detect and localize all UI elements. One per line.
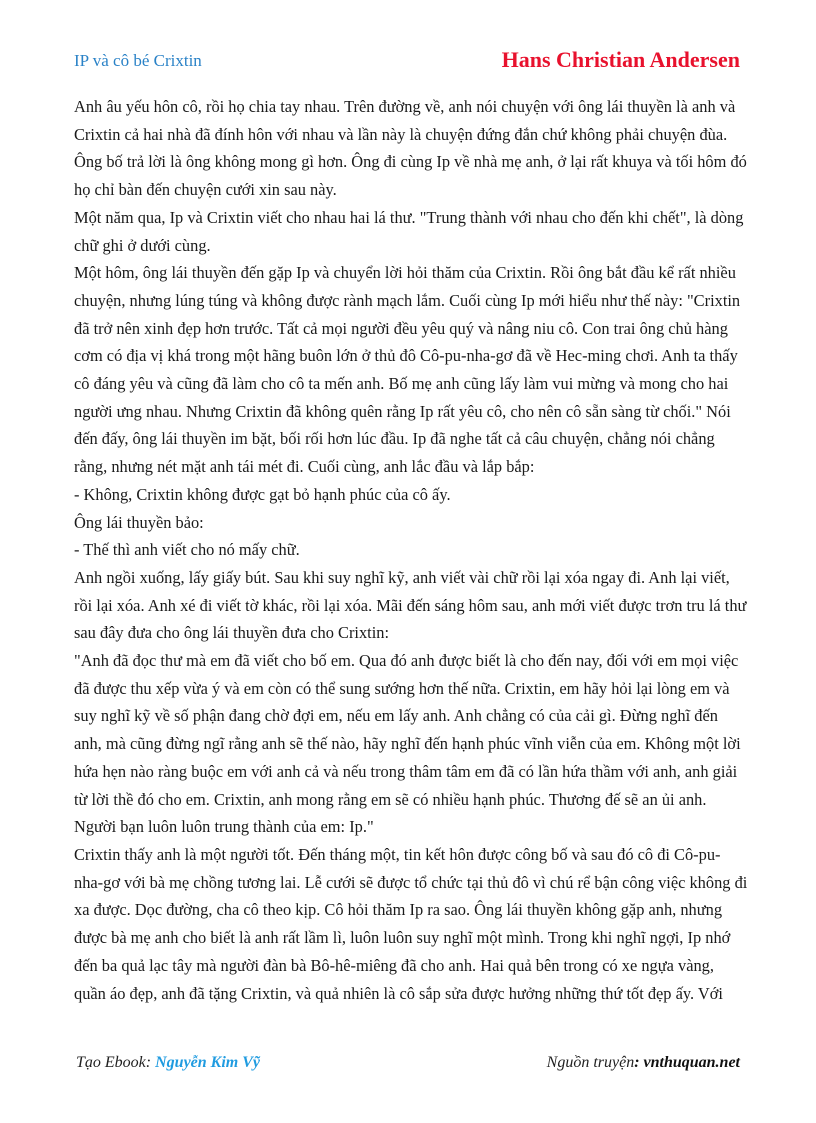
paragraph: Crixtin thấy anh là một người tốt. Đến tháng một, tin kết hôn được công bố và sau đó cô đi Cô-pu-nha-gơ với bà mẹ chồng tương lai. Lễ cưới sẽ được tổ chức tại thủ đô vì chú rể bận công việc không đi xa được. Dọc đường, cha cô theo kịp. Cô hỏi thăm Ip ra sao. Ông lái thuyền không gặp anh, nhưng được bà mẹ anh cho biết là anh rất lầm lì, luôn luôn suy nghĩ một mình. Trong khi nghĩ ngợi, Ip nhớ đến ba quả lạc tây mà người đàn bà Bô-hê-miêng đã cho anh. Hai quả bên trong có xe ngựa vàng, quần áo đẹp, anh đã tặng Crixtin, và quả nhiên là cô sắp sửa được hưởng những thứ tốt đẹp ấy. Với [74,844,748,1003]
paragraph: Anh ngồi xuống, lấy giấy bút. Sau khi suy nghĩ kỹ, anh viết vài chữ rồi lại xóa ngay đi. Anh lại viết, rồi lại xóa. Anh xé đi viết tờ khác, rồi lại xóa. Mãi đến sáng hôm sau, anh mới viết được trơn tru lá thư sau đây đưa cho ông lái thuyền đưa cho Crixtin: [74,567,747,643]
paragraph: Một năm qua, Ip và Crixtin viết cho nhau hai lá thư. "Trung thành với nhau cho đến khi chết", là dòng chữ ghi ở dưới cùng. [74,207,744,255]
source-credit-separator: : [634,1054,644,1071]
source-site: vnthuquan.net [643,1054,740,1071]
book-title: IP và cô bé Crixtin [74,51,202,70]
paragraph: Anh âu yếu hôn cô, rồi họ chia tay nhau. Trên đường về, anh nói chuyện với ông lái thuyền là anh và Crixtin cả hai nhà đã đính hôn với nhau và lần này là chuyện đứng đắn chứ không phải chuyện đùa. Ông bố trả lời là ông không mong gì hơn. Ông đi cùng Ip về nhà mẹ anh, ở lại rất khuya và tối hôm đó họ chỉ bàn đến chuyện cưới xin sau này. [74,97,747,200]
ebook-credit [76,1054,260,1072]
ebook-credit-label: Tạo Ebook [76,1054,146,1071]
source-credit-label: Nguồn truyện [546,1054,635,1071]
ebook-credit-separator: : [145,1054,156,1071]
paragraph: - Không, Crixtin không được gạt bỏ hạnh phúc của cô ấy. [74,484,451,504]
paragraph: - Thế thì anh viết cho nó mấy chữ. [74,540,300,560]
paragraph: "Anh đã đọc thư mà em đã viết cho bố em. Qua đó anh được biết là cho đến nay, đối với em mọi việc đã được thu xếp vừa ý và em còn có thể sung sướng hơn thế nữa. Crixtin, em hãy hỏi lại lòng em và suy nghĩ kỹ về số phận đang chờ đợi em, nếu em lấy anh. Anh chẳng có của cải gì. Đừng nghĩ đến anh, mà cũng đừng ngĩ rằng anh sẽ thế nào, hãy nghĩ đến hạnh phúc vĩnh viễn của em. Không một lời hứa hẹn nào ràng buộc em với anh cả và nếu trong thâm tâm em đã có lần hứa thầm với anh, anh giải từ lời thề đó cho em. Crixtin, anh mong rằng em sẽ có nhiều hạnh phúc. Thương đế sẽ an ủi anh. [74,651,741,809]
source-credit [547,1054,740,1072]
ebook-creator-name: Nguyễn Kim Vỹ [155,1054,260,1071]
author-name: Hans Christian Andersen [501,47,740,72]
story-body [74,93,748,1007]
paragraph: Một hôm, ông lái thuyền đến gặp Ip và chuyển lời hỏi thăm của Crixtin. Rồi ông bắt đầu kể rất nhiều chuyện, nhưng lúng túng và không được rành mạch lắm. Cuối cùng Ip mới hiểu như thế này: "Crixtin đã trở nên xinh đẹp hơn trước. Tất cả mọi người đều yêu quý và nâng niu cô. Con trai ông chủ hàng cơm có địa vị khá trong một hãng buôn lớn ở thủ đô Cô-pu-nha-gơ đã về Hec-ming chơi. Anh ta thấy cô đáng yêu và cũng đã làm cho cô ta mến anh. Bố mẹ anh cũng lấy làm vui mừng và mong cho hai người ưng nhau. Nhưng Crixtin đã không quên rằng Ip rất yêu cô, cho nên cô sẵn sàng từ chối." Nói đến đấy, ông lái thuyền im bặt, bối rối hơn lúc đầu. Ip đã nghe tất cả câu chuyện, chẳng nói chẳng rằng, nhưng nét mặt anh tái mét đi. Cuối cùng, anh lắc đầu và lắp bắp: [74,263,741,477]
paragraph: Người bạn luôn luôn trung thành của em: Ip." [74,817,374,837]
paragraph: Ông lái thuyền bảo: [74,512,204,532]
